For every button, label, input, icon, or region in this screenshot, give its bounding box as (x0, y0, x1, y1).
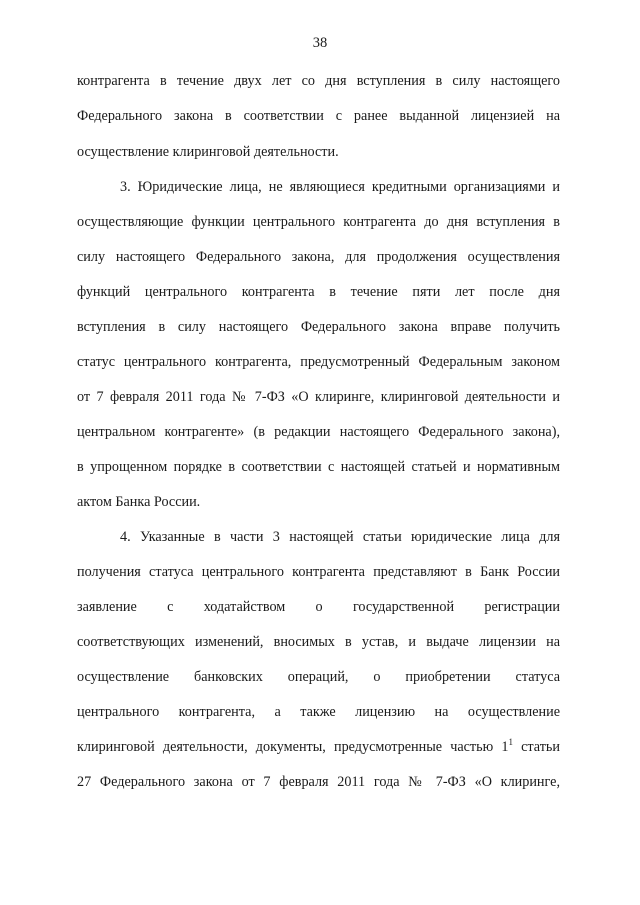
text-line: осуществление банковских операций, о приобретении статуса (77, 669, 560, 685)
text-line: силу настоящего Федерального закона, для продолжения осуществления (77, 249, 560, 265)
text-line: центрального контрагента, а также лицензию на осуществление (77, 704, 560, 720)
text-segment: клиринговой деятельности, документы, предусмотренные частью 1 (77, 739, 509, 755)
text-line: осуществляющие функции центрального контрагента до дня вступления в (77, 214, 560, 230)
text-line: осуществление клиринговой деятельности. (77, 144, 339, 160)
text-line: центральном контрагенте» (в редакции настоящего Федерального закона), (77, 424, 560, 440)
text-line: статус центрального контрагента, предусмотренный Федеральным законом (77, 354, 560, 370)
page-number: 38 (312, 35, 328, 51)
superscript: 1 (508, 737, 513, 747)
text-line: в упрощенном порядке в соответствии с настоящей статьей и нормативным (77, 459, 560, 475)
text-line: получения статуса центрального контрагента представляют в Банк России (77, 564, 560, 580)
text-line: функций центрального контрагента в течение пяти лет после дня (77, 284, 560, 300)
text-line: заявление с ходатайством о государственной регистрации (77, 599, 560, 615)
text-line: от 7 февраля 2011 года № 7-ФЗ «О клиринге, клиринговой деятельности и (77, 389, 560, 405)
text-line: Федерального закона в соответствии с ранее выданной лицензией на (77, 108, 560, 124)
text-line: 27 Федерального закона от 7 февраля 2011 года № 7-ФЗ «О клиринге, (77, 774, 560, 790)
text-line: 4. Указанные в части 3 настоящей статьи юридические лица для (120, 529, 560, 545)
text-line: 3. Юридические лица, не являющиеся кредитными организациями и (120, 179, 560, 195)
text-line (77, 738, 560, 756)
text-line: актом Банка России. (77, 494, 201, 510)
text-line: вступления в силу настоящего Федерального закона вправе получить (77, 319, 560, 335)
text-line: соответствующих изменений, вносимых в устав, и выдаче лицензии на (77, 634, 560, 650)
text-segment: статьи (512, 739, 560, 755)
text-line: контрагента в течение двух лет со дня вступления в силу настоящего (77, 73, 560, 89)
